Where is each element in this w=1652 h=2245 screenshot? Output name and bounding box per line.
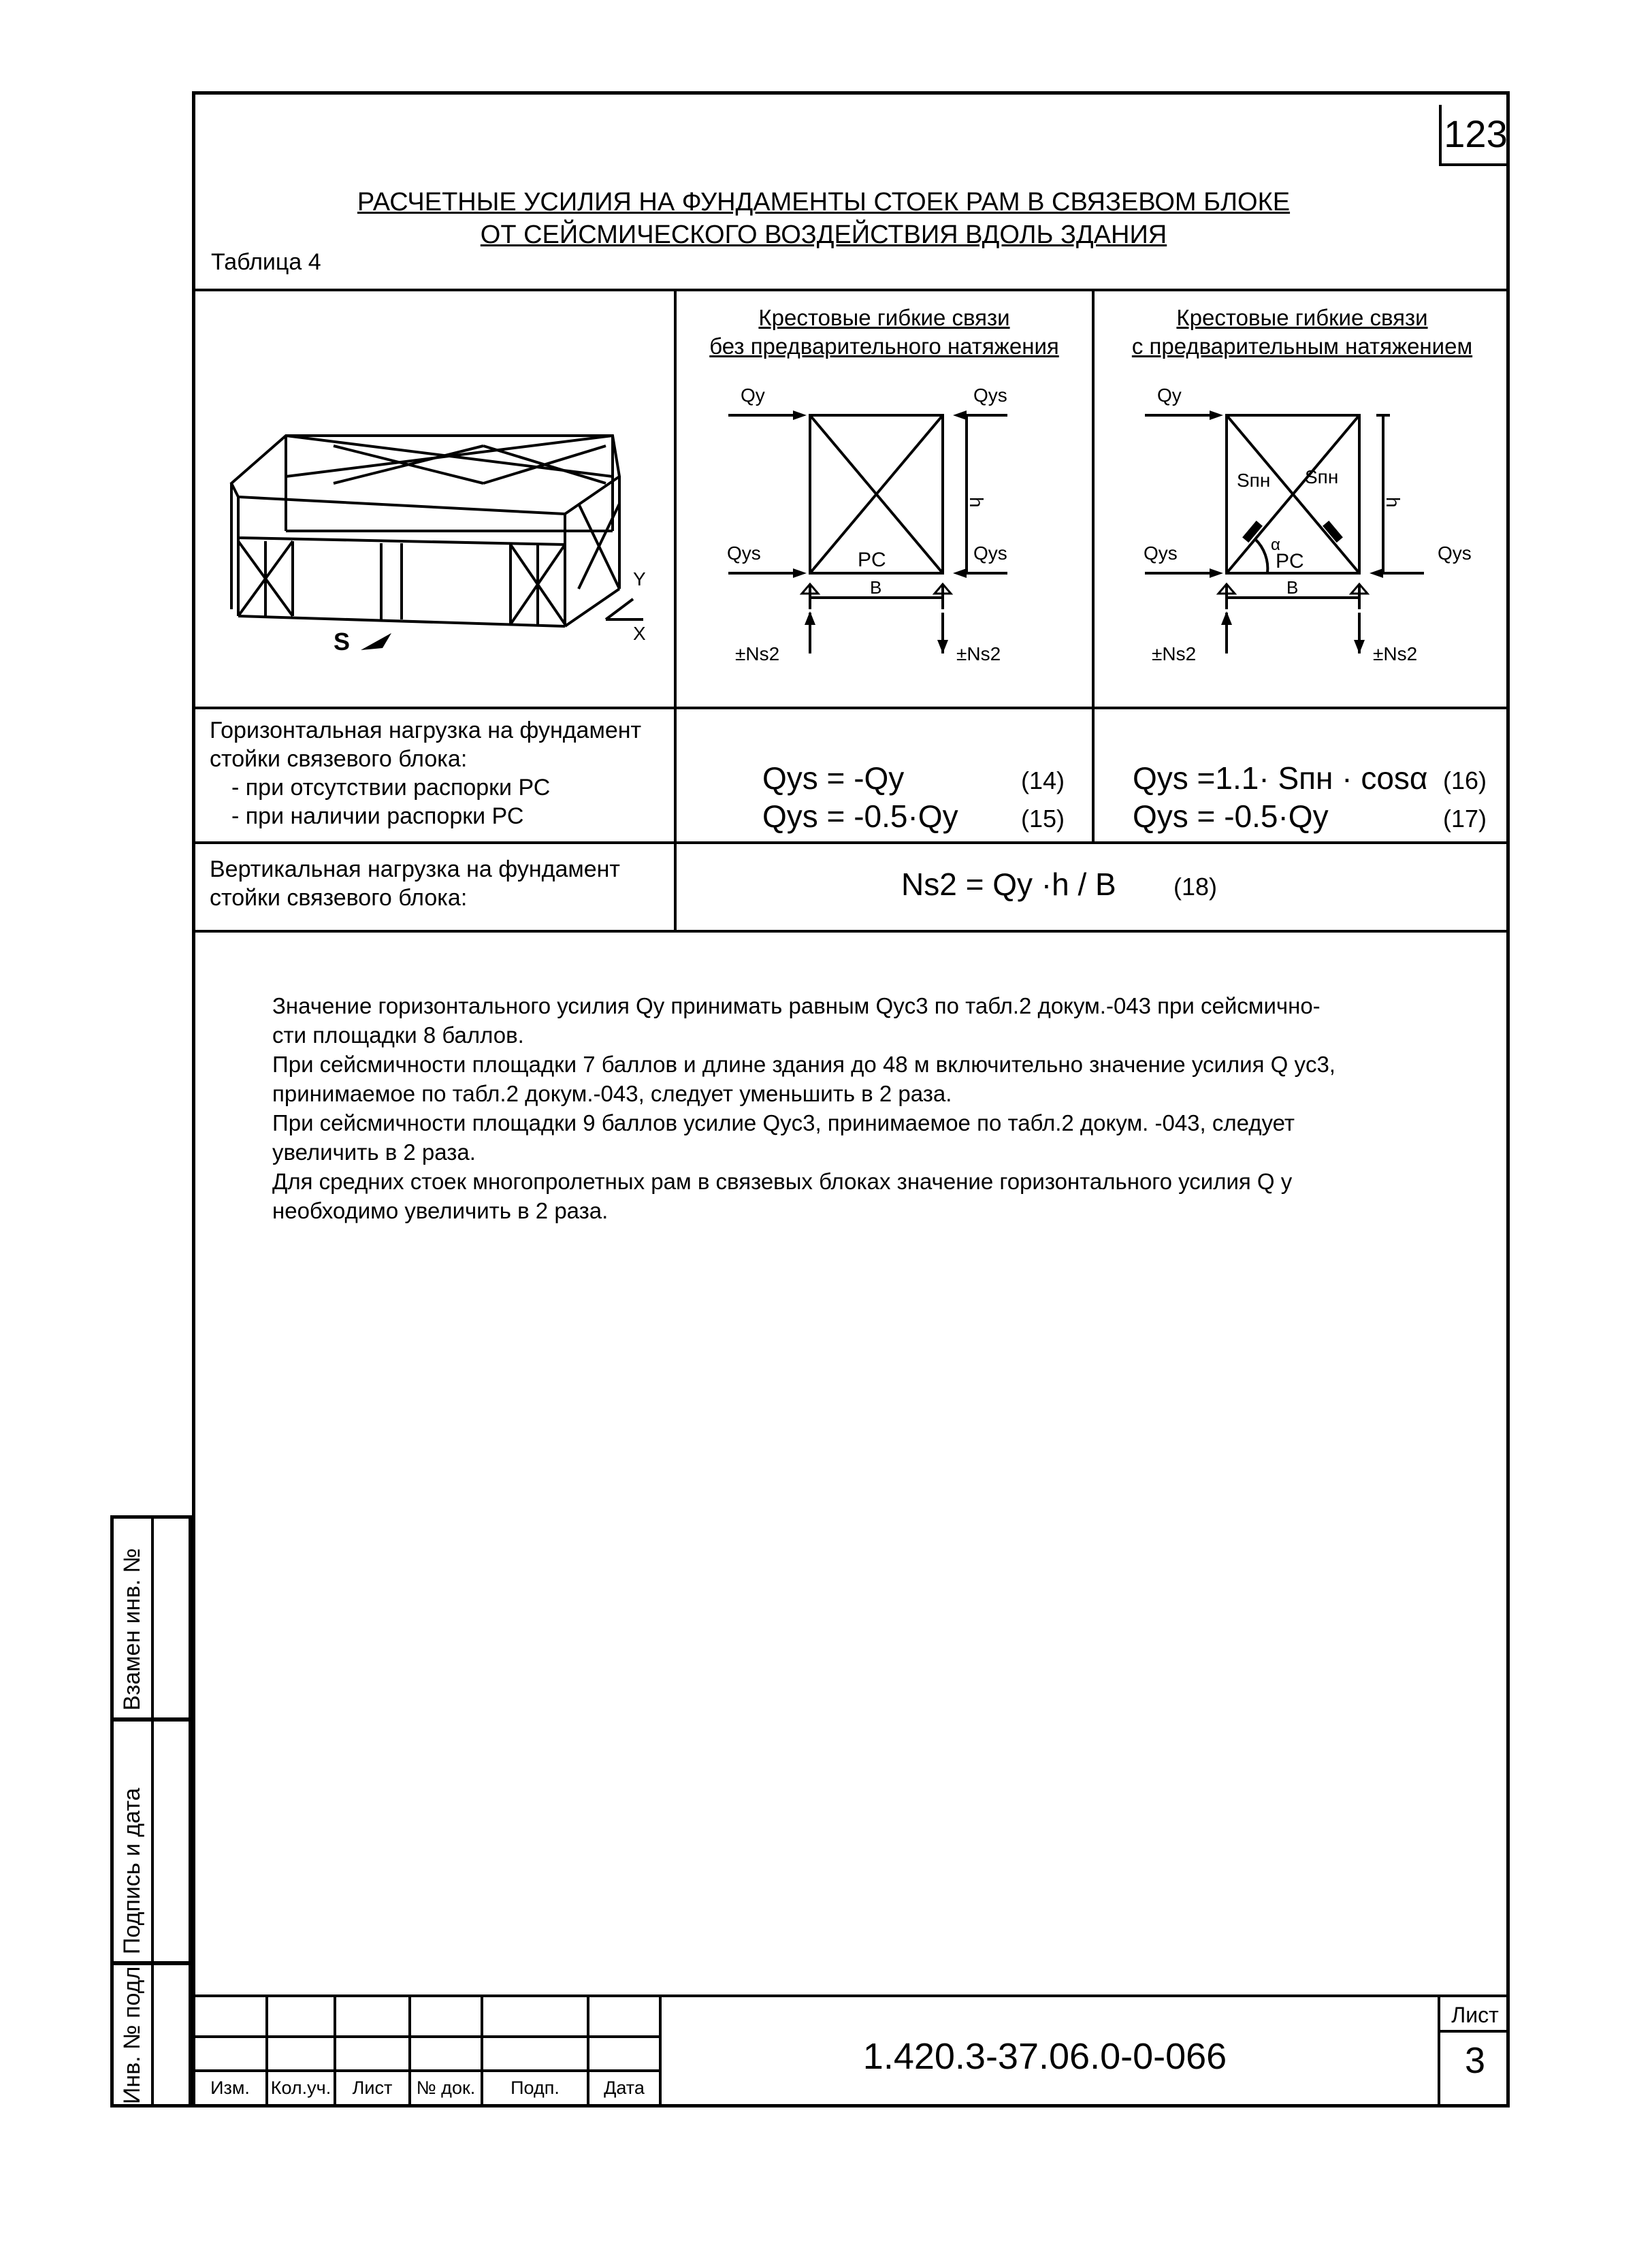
label-ns2-left: ±Ns2 — [735, 643, 780, 664]
label-qys-right-2: Qys — [1438, 543, 1472, 564]
bracing-diagram-with-tension — [1097, 381, 1506, 681]
table-row-divider-1 — [192, 707, 1510, 709]
eq-number-18: (18) — [1173, 873, 1218, 901]
row-vertical-line1: Вертикальная нагрузка на фундамент — [210, 856, 621, 882]
col2-header-line1: Крестовые гибкие связи — [758, 305, 1010, 330]
tb-izm: Изм. — [210, 2078, 250, 2098]
side-stamp-replace — [110, 1515, 192, 1721]
formula-17: Qys = -0.5·Qy — [1133, 798, 1329, 834]
formula-18: Ns2 = Qy ·h / B — [901, 867, 1116, 902]
table-label: Таблица 4 — [211, 249, 321, 275]
titleblock-row-line-1 — [192, 2035, 662, 2038]
tb-podp: Подп. — [511, 2078, 560, 2098]
axis-x-label: X — [633, 623, 646, 644]
eq-number-16: (16) — [1443, 766, 1487, 794]
table-top-border — [192, 289, 1510, 291]
eq-number-15: (15) — [1021, 805, 1065, 833]
table-col-divider-1 — [674, 289, 677, 930]
side-stamp-replace-text: Взамен инв. № — [119, 1548, 145, 1711]
document-number: 1.420.3-37.06.0-0-066 — [862, 2036, 1227, 2077]
label-spn-left: Sпн — [1237, 470, 1271, 491]
building-axonometric-sketch — [197, 381, 667, 681]
label-h: h — [966, 497, 987, 508]
axis-y-label: Y — [633, 568, 646, 589]
side-stamp-sign-text: Подпись и дата — [119, 1788, 145, 1954]
tb-list: Лист — [352, 2078, 393, 2098]
note-line-3: При сейсмичности площадки 7 баллов и длине здания до 48 м включительно значение усилия Q yc3, — [272, 1052, 1335, 1077]
label-qy-2: Qy — [1157, 385, 1182, 406]
sheet-number: 123 — [1439, 105, 1510, 166]
titleblock-row-line-2 — [192, 2069, 662, 2072]
note-line-2: сти площадки 8 баллов. — [272, 1022, 524, 1048]
label-b-2: B — [1286, 577, 1299, 598]
eq-number-17: (17) — [1443, 805, 1487, 833]
label-qy: Qy — [741, 385, 765, 406]
col2-header-line2: без предварительного натяжения — [709, 334, 1059, 359]
label-ns2-left-2: ±Ns2 — [1152, 643, 1197, 664]
formula-14: Qys = -Qy — [762, 760, 905, 796]
table-row-divider-2 — [192, 841, 1510, 844]
note-line-1: Значение горизонтального усилия Qy принимать равным Qyc3 по табл.2 докум.-043 при сейсмично- — [272, 993, 1321, 1018]
label-alpha: α — [1271, 536, 1280, 554]
label-qys-left: Qys — [727, 543, 761, 564]
tb-sheet-value: 3 — [1464, 2040, 1486, 2081]
label-pc-2: PC — [1276, 550, 1304, 572]
label-ns2-right: ±Ns2 — [956, 643, 1001, 664]
tb-data: Дата — [604, 2078, 645, 2098]
label-qys-left-2: Qys — [1144, 543, 1178, 564]
label-h-2: h — [1382, 497, 1404, 508]
direction-arrow-icon — [361, 633, 391, 650]
label-ns2-right-2: ±Ns2 — [1373, 643, 1418, 664]
label-qys-right: Qys — [973, 543, 1007, 564]
note-line-5: При сейсмичности площадки 9 баллов усилие Qyc3, принимаемое по табл.2 докум. -043, следует — [272, 1110, 1295, 1135]
formula-15: Qys = -0.5·Qy — [762, 798, 958, 834]
side-stamp-inv — [110, 1962, 192, 2107]
row-horizontal-line3: - при отсутствии распорки РС — [231, 775, 551, 801]
formula-16: Qys =1.1· Sпн · cosα — [1133, 760, 1428, 796]
table-col-divider-2 — [1092, 289, 1095, 841]
row-horizontal-line4: - при наличии распорки РС — [231, 803, 524, 829]
table-bottom-border — [192, 930, 1510, 933]
label-spn-right: Sпн — [1305, 466, 1339, 487]
label-b: B — [870, 577, 882, 598]
side-stamp-inv-text: Инв. № подл. — [119, 1960, 145, 2104]
tb-kol: Кол.уч. — [270, 2078, 331, 2098]
note-line-7: Для средних стоек многопролетных рам в связевых блоках значение горизонтального усилия Q y — [272, 1169, 1293, 1194]
note-line-4: принимаемое по табл.2 докум.-043, следует уменьшить в 2 раза. — [272, 1081, 952, 1106]
bracing-diagram-no-tension — [681, 381, 1089, 681]
col3-header-line2: с предварительным натяжением — [1131, 334, 1473, 359]
row-horizontal-line2: стойки связевого блока: — [210, 746, 468, 772]
note-line-8: необходимо увеличить в 2 раза. — [272, 1198, 609, 1223]
titleblock-top-line — [192, 1994, 1510, 1997]
col3-header-line1: Крестовые гибкие связи — [1176, 305, 1428, 330]
notes-block — [272, 991, 1470, 1225]
tb-sheet-label: Лист — [1451, 2003, 1499, 2027]
eq-number-14: (14) — [1021, 766, 1065, 794]
tb-ndoc: № док. — [416, 2078, 476, 2098]
row-vertical-line2: стойки связевого блока: — [210, 885, 468, 911]
title-line-2: ОТ СЕЙСМИЧЕСКОГО ВОЗДЕЙСТВИЯ ВДОЛЬ ЗДАНИЯ — [480, 221, 1167, 249]
note-line-6: увеличить в 2 раза. — [272, 1140, 476, 1165]
title-line-1: РАСЧЕТНЫЕ УСИЛИЯ НА ФУНДАМЕНТЫ СТОЕК РАМ В СВЯЗЕВОМ БЛОКЕ — [357, 188, 1291, 216]
row-horizontal-line1: Горизонтальная нагрузка на фундамент — [210, 717, 642, 743]
direction-s-label: S — [334, 628, 351, 656]
label-pc: PC — [858, 549, 886, 571]
side-stamp-sign — [110, 1718, 192, 1965]
label-qys-top: Qys — [973, 385, 1007, 406]
